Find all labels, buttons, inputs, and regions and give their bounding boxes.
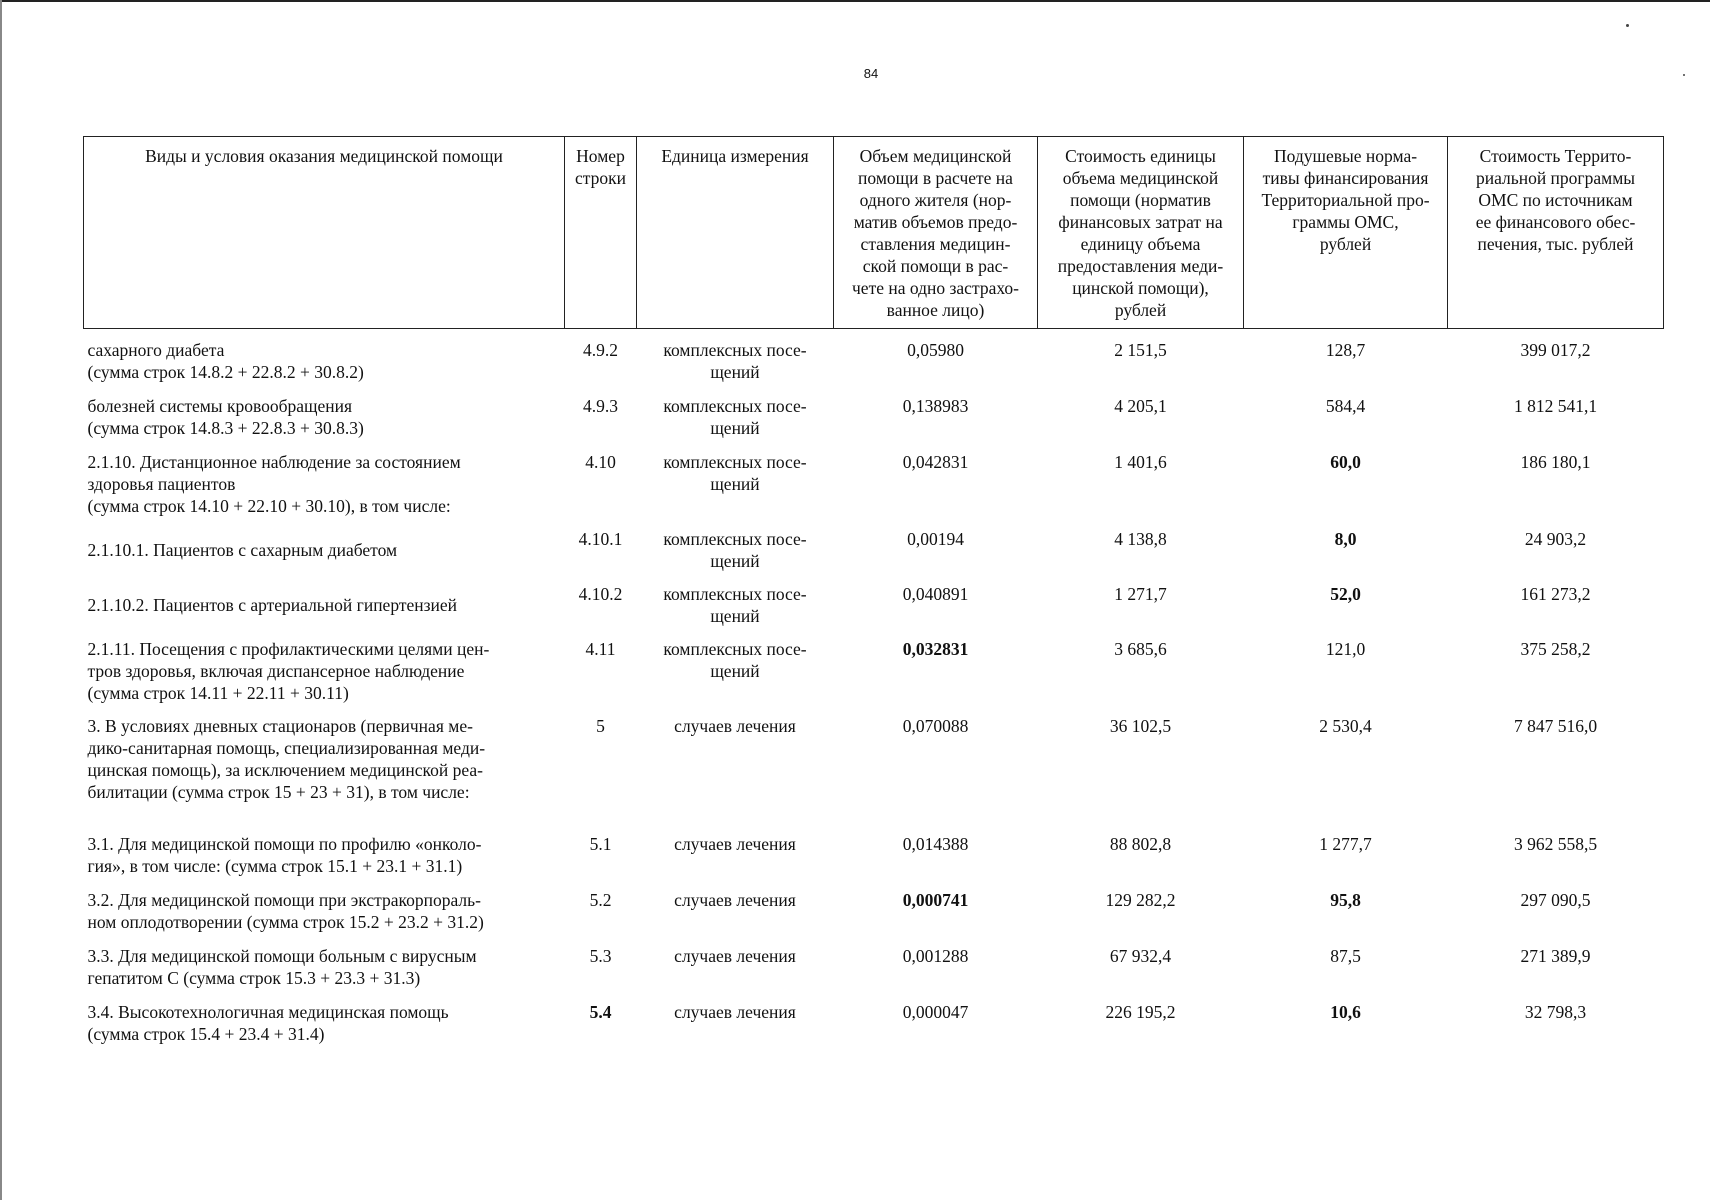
cell-text-line: комплексных посе-: [663, 528, 807, 549]
cell-text-line: тров здоровья, включая диспансерное наблюдение: [87, 660, 465, 681]
cell-num: 4.10: [585, 451, 616, 472]
cell-volume: 0,138983: [902, 395, 969, 416]
cell-percapita: 121,0: [1325, 638, 1366, 659]
cell-text-line: щений: [710, 417, 760, 438]
header-text-line: цинской помощи),: [1072, 278, 1209, 298]
cell-num: 4.10.1: [578, 528, 623, 549]
header-text-line: ванное лицо): [886, 300, 985, 320]
table-row: [84, 705, 1664, 823]
header-text-line: Стоимость Террито-: [1479, 146, 1632, 166]
header-text-line: печения, тыс. рублей: [1477, 234, 1634, 254]
cell-unit: [637, 823, 834, 879]
cell-name: [84, 991, 565, 1047]
cell-volume: 0,000047: [902, 1001, 969, 1022]
cell-total: 375 258,2: [1520, 638, 1591, 659]
cell-text-line: щений: [710, 605, 760, 626]
cell-name: [84, 628, 565, 705]
cell-text-line: гия», в том числе: (сумма строк 15.1 + 23.1 + 31.1): [87, 855, 463, 876]
cell-cost: 2 151,5: [1114, 340, 1167, 360]
cell-total: 161 273,2: [1520, 583, 1591, 604]
cell-unit: [637, 991, 834, 1047]
header-text-line: финансовых затрат на: [1058, 212, 1223, 232]
header-text-line: матив объемов предо-: [853, 212, 1018, 232]
cell-unit: [637, 573, 834, 628]
cell-total: 1 812 541,1: [1513, 395, 1598, 416]
header-text-line: Территориальной про-: [1261, 190, 1430, 210]
cell-text-line: комплексных посе-: [663, 638, 807, 659]
cell-unit: [637, 518, 834, 573]
cell-text-line: 3. В условиях дневных стационаров (первичная ме-: [87, 715, 473, 736]
cell-cost: 4 205,1: [1114, 395, 1167, 416]
cell-cost: 67 932,4: [1109, 945, 1172, 966]
cell-text-line: случаев лечения: [674, 715, 796, 736]
table-row: [84, 935, 1664, 991]
cell-text-line: гепатитом С (сумма строк 15.3 + 23.3 + 31.3): [87, 967, 421, 988]
cell-volume: 0,05980: [907, 340, 964, 360]
cell-name: [84, 573, 565, 628]
cell-text-line: (сумма строк 15.4 + 23.4 + 31.4): [87, 1023, 325, 1044]
header-text-line: ставления медицин-: [860, 234, 1011, 254]
table-row: [84, 441, 1664, 518]
cell-cost: 88 802,8: [1109, 833, 1172, 854]
cell-num: 4.9.3: [583, 395, 618, 416]
cell-total: 271 389,9: [1520, 945, 1591, 966]
cell-name: [84, 329, 565, 385]
header-text-line: строки: [575, 168, 626, 188]
cell-text-line: 3.1. Для медицинской помощи по профилю «онколо-: [87, 833, 482, 854]
cell-percapita: 52,0: [1330, 583, 1361, 604]
table-row: [84, 573, 1664, 628]
header-text-line: Единица измерения: [661, 146, 809, 166]
cell-text-line: 2.1.10.1. Пациентов с сахарным диабетом: [87, 539, 398, 560]
cell-total: 186 180,1: [1520, 451, 1591, 472]
cell-text-line: ном оплодотворении (сумма строк 15.2 + 23.2 + 31.2): [87, 911, 484, 932]
cell-name: [84, 879, 565, 935]
cell-unit: [637, 935, 834, 991]
cell-percapita: 2 530,4: [1319, 715, 1372, 736]
header-text-line: предоставления меди-: [1057, 256, 1224, 276]
header-text-line: Стоимость единицы: [1065, 146, 1216, 166]
cell-text-line: комплексных посе-: [663, 451, 807, 472]
table-row: [84, 879, 1664, 935]
cell-percapita: 95,8: [1330, 889, 1361, 910]
cell-text-line: 2.1.10. Дистанционное наблюдение за состоянием: [87, 451, 461, 472]
cell-name: [84, 823, 565, 879]
cell-name: [84, 935, 565, 991]
cell-text-line: (сумма строк 14.8.2 + 22.8.2 + 30.8.2): [87, 362, 364, 382]
cell-text-line: 2.1.10.2. Пациентов с артериальной гипертензией: [87, 594, 458, 615]
cell-num: 4.9.2: [583, 340, 618, 360]
header-text-line: ОМС по источникам: [1478, 190, 1633, 210]
cell-volume: 0,040891: [902, 583, 969, 604]
cell-text-line: болезней системы кровообращения: [87, 395, 353, 416]
cell-cost: 129 282,2: [1105, 889, 1176, 910]
cell-total: 297 090,5: [1520, 889, 1591, 910]
cell-name: [84, 705, 565, 823]
cell-num: 5.2: [589, 889, 612, 910]
cell-num: 5: [596, 715, 605, 736]
cell-percapita: 10,6: [1330, 1001, 1361, 1022]
header-text-line: тивы финансирования: [1262, 168, 1429, 188]
cell-percapita: 1 277,7: [1319, 833, 1372, 854]
cell-unit: [637, 628, 834, 705]
cell-name: [84, 441, 565, 518]
medical-care-table: [83, 136, 1664, 1047]
cell-name: [84, 385, 565, 441]
cell-percapita: 8,0: [1334, 528, 1357, 549]
page-left-border: [0, 0, 2, 1200]
cell-text-line: случаев лечения: [674, 1001, 796, 1022]
cell-text-line: сахарного диабета: [87, 340, 225, 360]
header-text-line: объема медицинской: [1062, 168, 1219, 188]
cell-percapita: 87,5: [1330, 945, 1361, 966]
header-text-line: помощи (норматив: [1070, 190, 1211, 210]
cell-unit: [637, 329, 834, 385]
cell-text-line: 3.2. Для медицинской помощи при экстракорпораль-: [87, 889, 481, 910]
table-row: [84, 518, 1664, 573]
table-header-row: [84, 137, 1664, 329]
table-row: [84, 385, 1664, 441]
cell-unit: [637, 705, 834, 823]
cell-text-line: комплексных посе-: [663, 340, 807, 360]
cell-total: 7 847 516,0: [1513, 715, 1598, 736]
header-text-line: помощи в расчете на: [858, 168, 1013, 188]
cell-unit: [637, 441, 834, 518]
cell-volume: 0,014388: [902, 833, 969, 854]
header-text-line: Виды и условия оказания медицинской помощи: [145, 146, 503, 166]
cell-cost: 1 271,7: [1114, 583, 1167, 604]
header-text-line: рублей: [1114, 300, 1167, 320]
table-row: [84, 991, 1664, 1047]
cell-text-line: щений: [710, 550, 760, 571]
cell-text-line: билитации (сумма строк 15 + 23 + 31), в том числе:: [87, 781, 470, 802]
cell-volume: 0,042831: [902, 451, 969, 472]
cell-num: 5.3: [589, 945, 612, 966]
header-cell: [84, 137, 565, 329]
cell-total: 399 017,2: [1520, 340, 1591, 360]
header-text-line: Номер: [576, 146, 625, 166]
cell-percapita: 584,4: [1325, 395, 1366, 416]
cell-text-line: щений: [710, 660, 760, 681]
header-cell: [1448, 137, 1664, 329]
cell-unit: [637, 385, 834, 441]
page-top-border: [0, 0, 1710, 2]
cell-text-line: 3.4. Высокотехнологичная медицинская помощь: [87, 1001, 449, 1022]
cell-cost: 36 102,5: [1109, 715, 1172, 736]
cell-text-line: 2.1.11. Посещения с профилактическими целями цен-: [87, 638, 490, 659]
cell-name: [84, 518, 565, 573]
cell-text-line: щений: [710, 473, 760, 494]
cell-text-line: дико-санитарная помощь, специализированная меди-: [87, 737, 486, 758]
cell-percapita: 60,0: [1330, 451, 1361, 472]
cell-cost: 3 685,6: [1114, 638, 1167, 659]
cell-volume: 0,070088: [902, 715, 969, 736]
cell-text-line: случаев лечения: [674, 833, 796, 854]
header-cell: [637, 137, 834, 329]
cell-num: 5.1: [589, 833, 612, 854]
header-cell: [1038, 137, 1244, 329]
header-text-line: единицу объема: [1080, 234, 1201, 254]
cell-total: 3 962 558,5: [1513, 833, 1598, 854]
cell-unit: [637, 879, 834, 935]
cell-text-line: случаев лечения: [674, 945, 796, 966]
header-text-line: ее финансового обес-: [1475, 212, 1636, 232]
table-body: [84, 329, 1664, 1047]
cell-text-line: здоровья пациентов: [87, 473, 236, 494]
cell-volume: 0,032831: [902, 638, 969, 659]
header-text-line: ской помощи в рас-: [862, 256, 1009, 276]
scan-speck: [1626, 24, 1629, 27]
cell-cost: 1 401,6: [1114, 451, 1167, 472]
header-text-line: рублей: [1319, 234, 1372, 254]
table-row: [84, 329, 1664, 385]
cell-cost: 4 138,8: [1114, 528, 1167, 549]
cell-text-line: комплексных посе-: [663, 583, 807, 604]
cell-total: 24 903,2: [1524, 528, 1587, 549]
cell-total: 32 798,3: [1524, 1001, 1587, 1022]
header-cell: [565, 137, 637, 329]
header-cell: [1244, 137, 1448, 329]
header-text-line: Объем медицинской: [859, 146, 1012, 166]
cell-text-line: (сумма строк 14.8.3 + 22.8.3 + 30.8.3): [87, 417, 364, 438]
cell-text-line: цинская помощь), за исключением медицинской реа-: [87, 759, 483, 780]
table-row: [84, 628, 1664, 705]
header-text-line: чете на одно застрахо-: [852, 278, 1019, 298]
cell-volume: 0,000741: [902, 889, 969, 910]
header-text-line: Подушевые норма-: [1273, 146, 1418, 166]
scan-speck: [1683, 74, 1685, 76]
cell-text-line: случаев лечения: [674, 889, 796, 910]
page-number: 84: [863, 66, 879, 81]
cell-percapita: 128,7: [1325, 340, 1366, 360]
header-cell: [834, 137, 1038, 329]
cell-text-line: (сумма строк 14.10 + 22.10 + 30.10), в том числе:: [87, 495, 451, 516]
cell-cost: 226 195,2: [1105, 1001, 1176, 1022]
table-row: [84, 823, 1664, 879]
cell-num: 4.11: [585, 638, 616, 659]
cell-text-line: (сумма строк 14.11 + 22.11 + 30.11): [87, 682, 349, 703]
header-text-line: граммы ОМС,: [1292, 212, 1399, 232]
document-table-container: [83, 136, 1663, 1047]
cell-volume: 0,00194: [907, 528, 964, 549]
header-text-line: риальной программы: [1475, 168, 1636, 188]
cell-text-line: 3.3. Для медицинской помощи больным с вирусным: [87, 945, 477, 966]
cell-text-line: щений: [710, 362, 760, 382]
header-text-line: одного жителя (нор-: [859, 190, 1012, 210]
cell-num: 4.10.2: [578, 583, 623, 604]
cell-num: 5.4: [589, 1001, 612, 1022]
cell-volume: 0,001288: [902, 945, 969, 966]
cell-text-line: комплексных посе-: [663, 395, 807, 416]
